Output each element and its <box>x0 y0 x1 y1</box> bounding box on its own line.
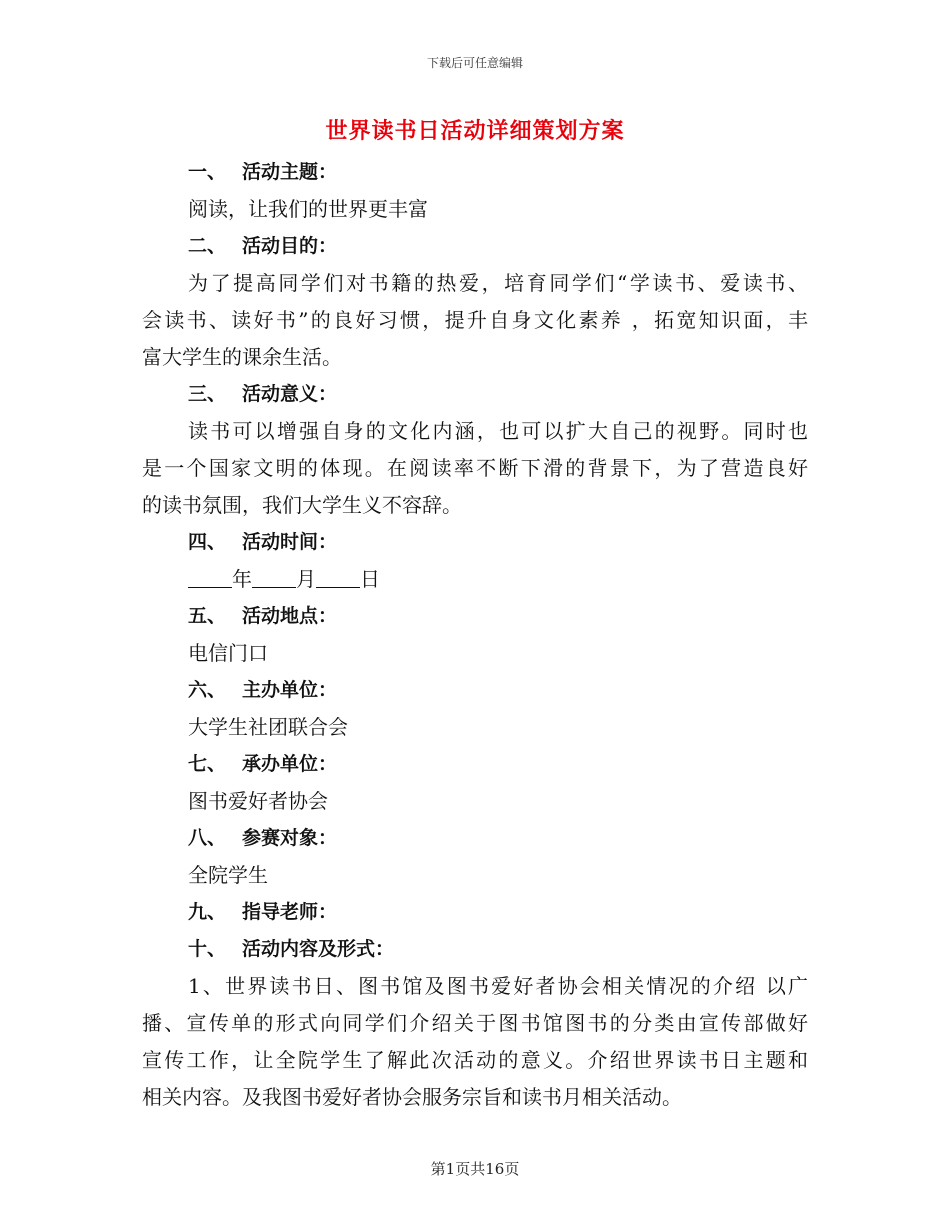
section-body-organizer: 大学生社团联合会 <box>188 715 348 739</box>
total-pages: 16 <box>485 1160 505 1178</box>
page-number: 1 <box>445 1160 456 1178</box>
section-body-theme: 阅读，让我们的世界更丰富 <box>188 197 428 221</box>
section-heading-content: 十、 活动内容及形式： <box>188 938 395 960</box>
section-heading-participants: 八、 参赛对象： <box>188 827 338 849</box>
section-heading-co-organizer: 七、 承办单位： <box>188 753 338 775</box>
paragraph-line: 是一个国家文明的体现。在阅读率不断下滑的背景下，为了营造良好 <box>142 456 808 480</box>
section-body-co-organizer: 图书爱好者协会 <box>188 789 328 813</box>
date-fill-line: 年 月 日 <box>142 561 808 598</box>
paragraph-line: 会读书、读好书”的良好习惯，提升自身文化素养 ，拓宽知识面，丰 <box>142 308 808 332</box>
section-body-participants: 全院学生 <box>188 863 268 887</box>
month-blank <box>252 565 296 588</box>
section-heading-organizer: 六、 主办单位： <box>188 679 338 701</box>
section-heading-location: 五、 活动地点： <box>188 605 338 627</box>
paragraph-line: 为了提高同学们对书籍的热爱，培育同学们“学读书、爱读书、 <box>188 271 808 295</box>
section-heading-purpose: 二、 活动目的： <box>188 235 338 257</box>
paragraph-line: 播、宣传单的形式向同学们介绍关于图书馆图书的分类由宣传部做好 <box>142 1011 808 1035</box>
document-body <box>142 154 808 1116</box>
page-footer: 第1页共16页 <box>430 1160 520 1178</box>
paragraph-line: 相关内容。及我图书爱好者协会服务宗旨和读书月相关活动。 <box>142 1085 682 1109</box>
section-heading-time: 四、 活动时间： <box>188 531 338 553</box>
header-note: 下载后可任意编辑 <box>426 56 523 70</box>
paragraph-line: 读书可以增强自身的文化内涵，也可以扩大自己的视野。同时也 <box>188 419 808 443</box>
paragraph-line: 1、世界读书日、图书馆及图书爱好者协会相关情况的介绍 以广 <box>188 974 808 998</box>
section-heading-theme: 一、 活动主题： <box>188 161 338 183</box>
paragraph-line: 宣传工作，让全院学生了解此次活动的意义。介绍世界读书日主题和 <box>142 1048 808 1072</box>
section-heading-advisor: 九、 指导老师： <box>188 901 338 923</box>
section-body-location: 电信门口 <box>188 641 268 665</box>
paragraph-line: 富大学生的课余生活。 <box>142 345 342 369</box>
paragraph-line: 的读书氛围，我们大学生义不容辞。 <box>142 493 462 517</box>
document-title: 世界读书日活动详细策划方案 <box>325 118 625 144</box>
day-blank <box>316 565 360 588</box>
section-heading-significance: 三、 活动意义： <box>188 383 338 405</box>
year-blank <box>188 565 232 588</box>
